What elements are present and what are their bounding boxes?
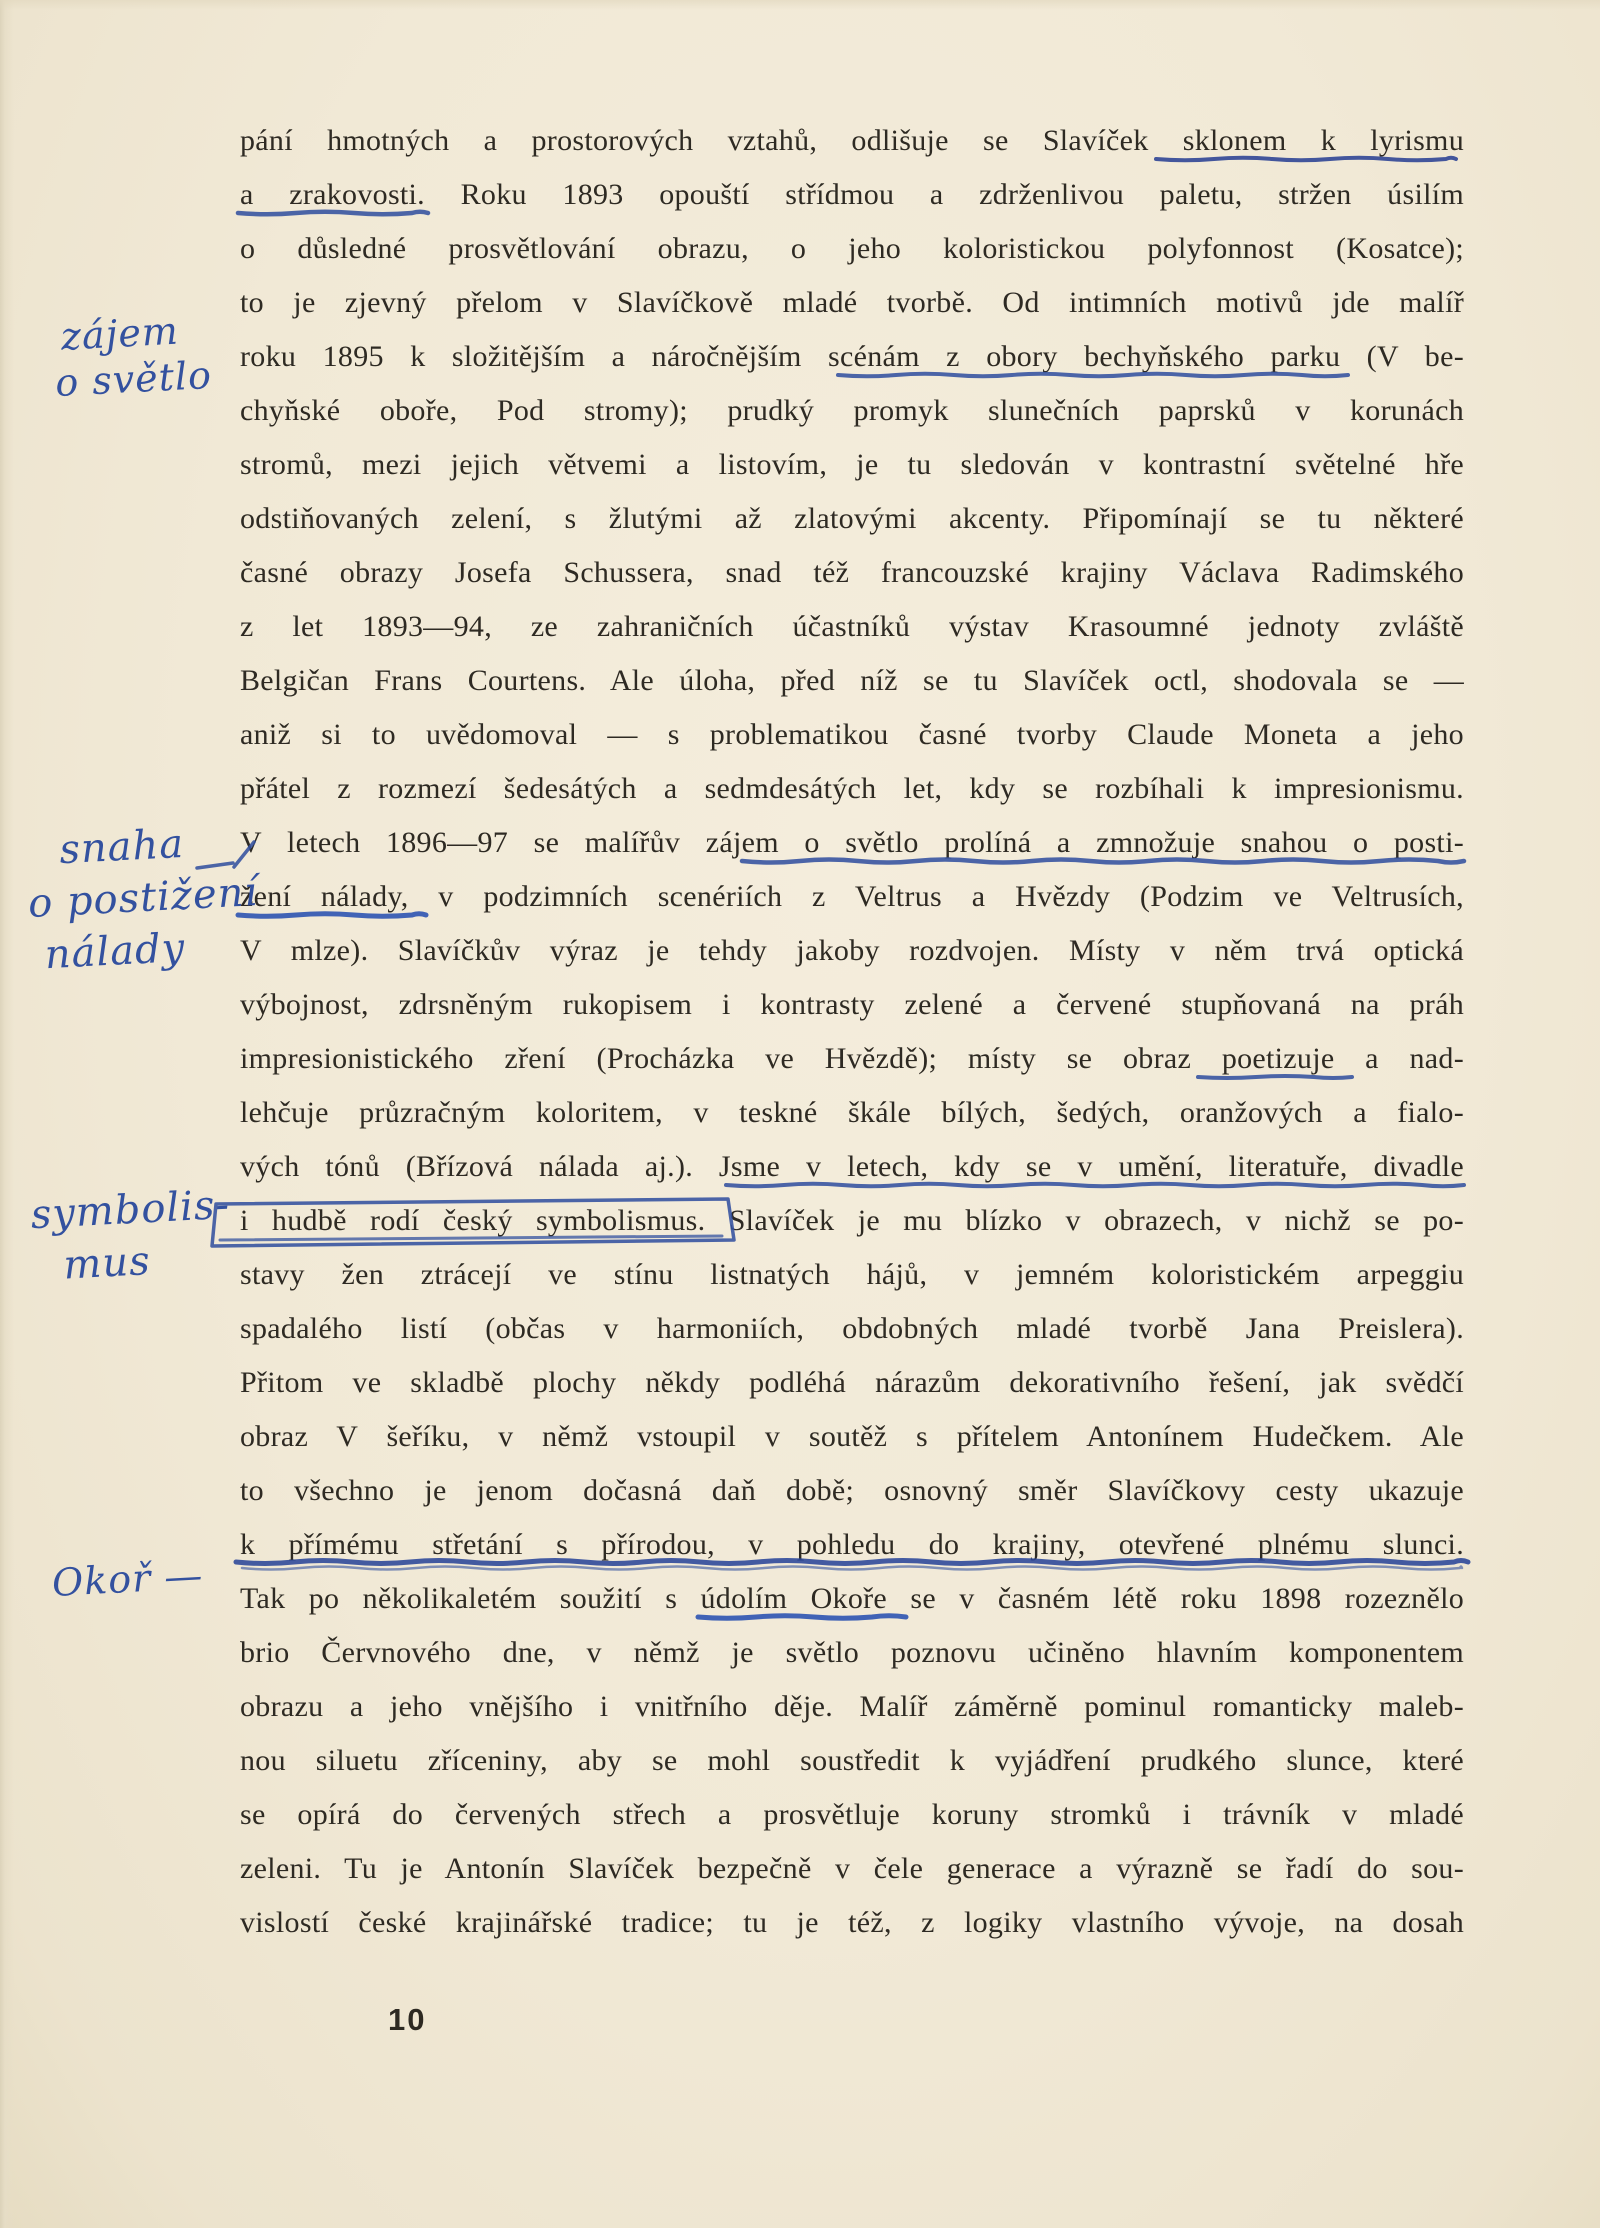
text-line: roku 1895 k složitějším a náročnějším scénám z obory bechyňského parku (V be- [240, 340, 1464, 373]
text-line: aniž si to uvědomoval — s problematikou časné tvorby Claude Moneta a jeho [240, 718, 1464, 751]
text-line: se opírá do červených střech a prosvětluje koruny stromků i trávník v mladé [240, 1798, 1464, 1831]
text-line: stavy žen ztrácejí ve stínu listnatých hájů, v jemném koloristickém arpeggiu [240, 1258, 1464, 1291]
note-snaha-o-postizeni-nalady [24, 814, 262, 982]
text-line: obrazu a jeho vnějšího i vnitřního děje. Malíř záměrně pominul romanticky maleb- [240, 1690, 1464, 1723]
note-line: zájem [59, 308, 180, 359]
text-line: Přitom ve skladbě plochy někdy podléhá nárazům dekorativního řešení, jak svědčí [240, 1366, 1464, 1399]
text-line: stromů, mezi jejich větvemi a listovím, je tu sledován v kontrastní světelné hře [240, 448, 1464, 481]
scan-top-edge-shadow [0, 0, 1600, 10]
text-line: přátel z rozmezí šedesátých a sedmdesátých let, kdy se rozbíhali k impresionismu. [240, 772, 1464, 805]
text-line: spadalého listí (občas v harmoniích, obdobných mladé tvorbě Jana Preislera). [240, 1312, 1464, 1345]
note-symbolismus [29, 1179, 234, 1293]
text-line: V mlze). Slavíčkův výraz je tehdy jakoby rozdvojen. Místy v něm trvá optická [240, 934, 1464, 967]
text-line: to všechno je jenom dočasná daň době; osnovný směr Slavíčkovy cesty ukazuje [240, 1474, 1464, 1507]
note-okor [51, 1552, 205, 1606]
text-line: žení nálady, v podzimních scenériích z Veltrus a Hvězdy (Podzim ve Veltrusích, [240, 880, 1464, 913]
note-line: o světlo [54, 352, 213, 406]
text-line: a zrakovosti. Roku 1893 opouští střídmou a zdrženlivou paletu, stržen úsilím [240, 178, 1464, 211]
note-line: nálady [43, 924, 187, 979]
text-line: i hudbě rodí český symbolismus. Slavíček je mu blízko v obrazech, v nichž se po- [240, 1204, 1464, 1237]
body-text-block [240, 114, 1464, 1950]
page-number: 10 [388, 2002, 427, 2037]
note-zajem-o-svetlo [52, 306, 213, 406]
note-line: o postižení [26, 869, 260, 927]
text-line: o důsledné prosvětlování obrazu, o jeho koloristickou polyfonnost (Kosatce); [240, 232, 1464, 265]
text-line: k přímému střetání s přírodou, v pohledu do krajiny, otevřené plnému slunci. [240, 1528, 1464, 1561]
text-line: z let 1893—94, ze zahraničních účastníků výstav Krasoumné jednoty zvláště [240, 610, 1464, 643]
text-line: pání hmotných a prostorových vztahů, odlišuje se Slavíček sklonem k lyrismu [240, 124, 1464, 157]
text-line: V letech 1896—97 se malířův zájem o světlo prolíná a zmnožuje snahou o posti- [240, 826, 1464, 859]
note-line: symbolis- [29, 1181, 232, 1239]
text-line: obraz V šeříku, v němž vstoupil v soutěž s přítelem Antonínem Hudečkem. Ale [240, 1420, 1464, 1453]
text-line: Belgičan Frans Courtens. Ale úloha, před níž se tu Slavíček octl, shodovala se — [240, 664, 1464, 697]
text-line: časné obrazy Josefa Schussera, snad též francouzské krajiny Václava Radimského [240, 556, 1464, 589]
note-line: Okoř — [50, 1553, 205, 1605]
scan-left-edge-shadow [0, 0, 14, 2228]
text-line: nou siluetu zříceniny, aby se mohl soustředit k vyjádření prudkého slunce, které [240, 1744, 1464, 1777]
text-line: chyňské oboře, Pod stromy); prudký promyk slunečních paprsků v korunách [240, 394, 1464, 427]
text-line: impresionistického zření (Procházka ve Hvězdě); místy se obraz poetizuje a nad- [240, 1042, 1464, 1075]
text-line: odstiňovaných zelení, s žlutými až zlatovými akcenty. Připomínají se tu některé [240, 502, 1464, 535]
text-line: zeleni. Tu je Antonín Slavíček bezpečně v čele generace a výrazně se řadí do sou- [240, 1852, 1464, 1885]
note-line: snaha [58, 820, 186, 874]
text-line: Tak po několikaletém soužití s údolím Okoře se v časném létě roku 1898 rozeznělo [240, 1582, 1464, 1615]
text-line: výbojnost, zdrsněným rukopisem i kontrasty zelené a červené stupňovaná na práh [240, 988, 1464, 1021]
text-line: lehčuje průzračným koloritem, v teskné škále bílých, šedých, oranžových a fialo- [240, 1096, 1464, 1129]
text-line: brio Červnového dne, v němž je světlo poznovu učiněno hlavním komponentem [240, 1636, 1464, 1669]
note-line: mus [62, 1238, 152, 1289]
text-line: vých tónů (Břízová nálada aj.). Jsme v letech, kdy se v umění, literatuře, divadle [240, 1150, 1464, 1183]
text-line: to je zjevný přelom v Slavíčkově mladé tvorbě. Od intimních motivů jde malíř [240, 286, 1464, 319]
text-line: vislostí české krajinářské tradice; tu je též, z logiky vlastního vývoje, na dosah [240, 1906, 1464, 1939]
